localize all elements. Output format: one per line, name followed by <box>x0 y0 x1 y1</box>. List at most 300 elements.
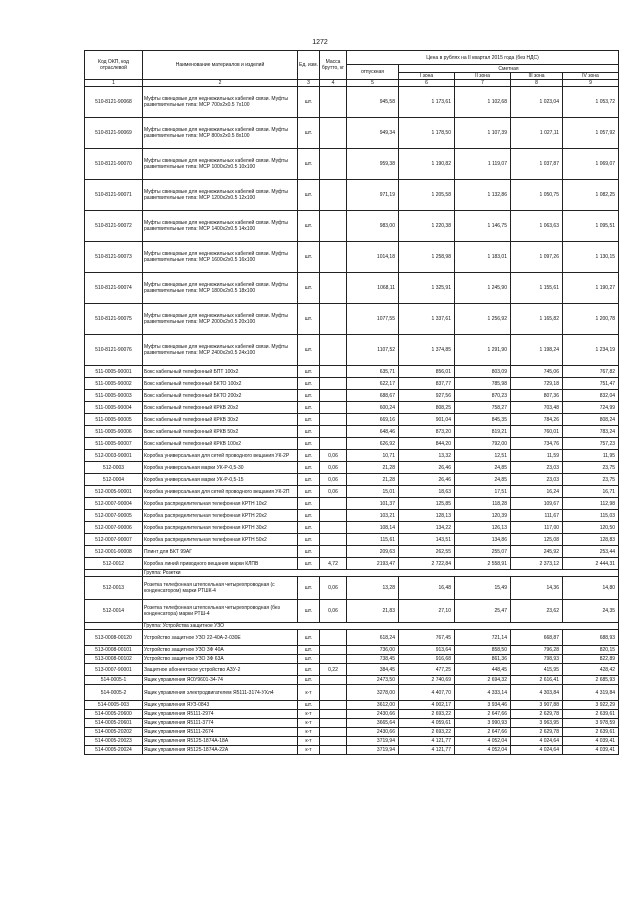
cell-name: Ящик управления Я5111-3774 <box>143 719 298 728</box>
cell-unit: шт. <box>298 522 320 534</box>
cell-unit: шт. <box>298 676 320 685</box>
cell-code: 513-0008-00120 <box>85 630 143 646</box>
cell-mass <box>320 646 347 655</box>
cell-mass <box>320 335 347 366</box>
cell-code: 514-0005-20202 <box>85 728 143 737</box>
table-row <box>85 558 619 570</box>
cell-zone-4-price: 23,75 <box>563 474 619 486</box>
cell-name: Устройство защитное УЗО 3Ф 40А <box>143 646 298 655</box>
cell-code: 513-0007-90001 <box>85 664 143 676</box>
cell-zone-1-price: 16,48 <box>399 577 455 600</box>
cell-code: 514-0005-20023 <box>85 737 143 746</box>
cell-code: 510-8121-90075 <box>85 304 143 335</box>
cell-code: 510-8121-90074 <box>85 273 143 304</box>
table-row <box>85 304 619 335</box>
cell-zone-1-price: 767,45 <box>399 630 455 646</box>
table-row <box>85 710 619 719</box>
header-zone-1: I зона <box>399 73 455 80</box>
cell-unit: к-т <box>298 719 320 728</box>
cell-zone-1-price: 927,56 <box>399 390 455 402</box>
cell-zone-2-price: 255,07 <box>455 546 511 558</box>
cell-zone-3-price: 3 907,88 <box>511 701 563 710</box>
cell-zone-2-price: 2 694,32 <box>455 676 511 685</box>
cell-zone-3-price: 4 024,64 <box>511 746 563 755</box>
column-index: 6 <box>399 80 455 87</box>
header-price-title: Цена в рублях на II квартал 2015 года (без НДС) <box>347 51 619 65</box>
cell-zone-2-price: 870,23 <box>455 390 511 402</box>
cell-name: Коробка универсальная для сетей проводного вещания УК-2Р <box>143 450 298 462</box>
cell-zone-3-price: 1 155,61 <box>511 273 563 304</box>
cell-zone-4-price: 4 319,84 <box>563 685 619 701</box>
cell-mass <box>320 701 347 710</box>
column-index: 9 <box>563 80 619 87</box>
group-code-cell <box>85 623 143 630</box>
cell-release-price: 738,45 <box>347 655 399 664</box>
cell-mass: 0,06 <box>320 486 347 498</box>
cell-mass <box>320 438 347 450</box>
column-index: 4 <box>320 80 347 87</box>
cell-code: 514-0005-1 <box>85 676 143 685</box>
cell-mass <box>320 378 347 390</box>
cell-zone-4-price: 751,47 <box>563 378 619 390</box>
cell-zone-3-price: 109,67 <box>511 498 563 510</box>
cell-zone-2-price: 4 333,14 <box>455 685 511 701</box>
cell-zone-1-price: 2 693,22 <box>399 710 455 719</box>
table-row <box>85 149 619 180</box>
cell-release-price: 618,24 <box>347 630 399 646</box>
cell-name: Муфты свинцовые для неднюжильных кабелей связи. Муфты разветвительные типа: МСР 1400х2х0.5 14х100 <box>143 211 298 242</box>
table-row <box>85 600 619 623</box>
table-row <box>85 746 619 755</box>
cell-zone-3-price: 23,62 <box>511 600 563 623</box>
cell-mass <box>320 522 347 534</box>
cell-mass: 4,72 <box>320 558 347 570</box>
cell-name: Бокс кабельный телефонный БПТ 100х2 <box>143 366 298 378</box>
cell-name: Бокс кабельный телефонный КРКВ 30х2 <box>143 414 298 426</box>
cell-name: Коробка универсальная марки УК-Р-0,5-30 <box>143 462 298 474</box>
cell-mass <box>320 737 347 746</box>
cell-code: 511-0005-90002 <box>85 378 143 390</box>
cell-name: Розетка телефонная штепсельная четырехпроводная (с конденсатором) марки РТШК-4 <box>143 577 298 600</box>
table-row <box>85 577 619 600</box>
cell-zone-3-price: 760,01 <box>511 426 563 438</box>
cell-zone-4-price: 428,42 <box>563 664 619 676</box>
cell-unit: шт. <box>298 498 320 510</box>
cell-zone-3-price: 4 024,64 <box>511 737 563 746</box>
cell-mass: 0,06 <box>320 450 347 462</box>
cell-zone-3-price: 14,36 <box>511 577 563 600</box>
cell-zone-4-price: 1 130,15 <box>563 242 619 273</box>
cell-name: Ящик управления электродвигателем Я5111-3174-УХл4 <box>143 685 298 701</box>
cell-zone-2-price: 17,51 <box>455 486 511 498</box>
cell-code: 512-0014 <box>85 600 143 623</box>
cell-mass <box>320 498 347 510</box>
cell-unit: к-т <box>298 710 320 719</box>
cell-code: 512-0007-90006 <box>85 522 143 534</box>
table-row <box>85 366 619 378</box>
cell-name: Коробка линий приводного вещания марки КЛПВ <box>143 558 298 570</box>
cell-release-price: 3665,64 <box>347 719 399 728</box>
cell-code: 512-0001-90008 <box>85 546 143 558</box>
cell-code: 511-0005-90006 <box>85 426 143 438</box>
cell-name: Муфты свинцовые для неднюжильных кабелей связи. Муфты разветвительные типа: МСР 1800х2х0.5 18х100 <box>143 273 298 304</box>
cell-unit: шт. <box>298 646 320 655</box>
cell-zone-4-price: 724,99 <box>563 402 619 414</box>
cell-release-price: 103,21 <box>347 510 399 522</box>
cell-zone-2-price: 12,51 <box>455 450 511 462</box>
cell-release-price: 688,67 <box>347 390 399 402</box>
cell-unit: шт. <box>298 655 320 664</box>
column-index: 2 <box>143 80 298 87</box>
cell-name: Муфты свинцовые для неднюжильных кабелей связи. Муфты разветвительные типа: МСР 1000х2х0.5 10х100 <box>143 149 298 180</box>
table-row <box>85 180 619 211</box>
cell-zone-3-price: 1 097,26 <box>511 242 563 273</box>
cell-zone-3-price: 23,03 <box>511 474 563 486</box>
cell-zone-1-price: 1 258,98 <box>399 242 455 273</box>
cell-unit: шт. <box>298 118 320 149</box>
cell-zone-2-price: 2 647,66 <box>455 728 511 737</box>
cell-zone-1-price: 4 121,77 <box>399 746 455 755</box>
column-index: 5 <box>347 80 399 87</box>
cell-mass <box>320 211 347 242</box>
header-zone-3: III зона <box>511 73 563 80</box>
cell-zone-1-price: 26,46 <box>399 474 455 486</box>
table-row <box>85 450 619 462</box>
cell-zone-2-price: 3 990,93 <box>455 719 511 728</box>
cell-mass <box>320 534 347 546</box>
cell-zone-4-price: 1 053,72 <box>563 87 619 118</box>
cell-zone-2-price: 803,09 <box>455 366 511 378</box>
cell-zone-1-price: 2 740,69 <box>399 676 455 685</box>
header-zone-4: IV зона <box>563 73 619 80</box>
cell-zone-4-price: 1 095,51 <box>563 211 619 242</box>
cell-mass <box>320 149 347 180</box>
cell-zone-2-price: 819,21 <box>455 426 511 438</box>
cell-release-price: 209,63 <box>347 546 399 558</box>
cell-zone-3-price: 729,18 <box>511 378 563 390</box>
cell-name: Муфты свинцовые для неднюжильных кабелей связи. Муфты разветвительные типа: МСР 2400х2х0.5 24х100 <box>143 335 298 366</box>
cell-zone-4-price: 23,75 <box>563 462 619 474</box>
cell-zone-3-price: 2 629,78 <box>511 710 563 719</box>
cell-zone-1-price: 27,10 <box>399 600 455 623</box>
cell-release-price: 2193,47 <box>347 558 399 570</box>
cell-code: 513-0008-00102 <box>85 655 143 664</box>
cell-release-price: 648,46 <box>347 426 399 438</box>
cell-zone-4-price: 1 200,78 <box>563 304 619 335</box>
cell-zone-2-price: 1 132,86 <box>455 180 511 211</box>
cell-zone-4-price: 4 039,41 <box>563 746 619 755</box>
cell-zone-1-price: 1 178,50 <box>399 118 455 149</box>
cell-zone-4-price: 16,71 <box>563 486 619 498</box>
cell-release-price: 101,37 <box>347 498 399 510</box>
table-row <box>85 498 619 510</box>
cell-release-price: 600,24 <box>347 402 399 414</box>
cell-name: Коробка распределительная телефонная КРТН 20х2 <box>143 510 298 522</box>
cell-zone-1-price: 1 205,58 <box>399 180 455 211</box>
cell-zone-3-price: 4 303,84 <box>511 685 563 701</box>
cell-zone-2-price: 1 146,75 <box>455 211 511 242</box>
cell-zone-1-price: 26,46 <box>399 462 455 474</box>
cell-zone-1-price: 125,85 <box>399 498 455 510</box>
column-index: 1 <box>85 80 143 87</box>
cell-code: 511-0005-90007 <box>85 438 143 450</box>
cell-zone-3-price: 1 063,63 <box>511 211 563 242</box>
table-row <box>85 486 619 498</box>
table-row <box>85 719 619 728</box>
cell-zone-2-price: 721,14 <box>455 630 511 646</box>
cell-zone-4-price: 120,50 <box>563 522 619 534</box>
cell-code: 512-0013 <box>85 577 143 600</box>
cell-zone-1-price: 1 220,38 <box>399 211 455 242</box>
cell-unit: шт. <box>298 664 320 676</box>
cell-release-price: 2473,50 <box>347 676 399 685</box>
cell-release-price: 13,28 <box>347 577 399 600</box>
cell-name: Ящик управления Я5111-2674 <box>143 728 298 737</box>
table-row <box>85 510 619 522</box>
cell-release-price: 1068,11 <box>347 273 399 304</box>
cell-name: Бокс кабельный телефонный КРКВ 100х2 <box>143 438 298 450</box>
cell-unit: шт. <box>298 390 320 402</box>
table-row <box>85 390 619 402</box>
cell-unit: шт. <box>298 510 320 522</box>
cell-unit: шт. <box>298 273 320 304</box>
cell-zone-2-price: 1 245,90 <box>455 273 511 304</box>
table-row <box>85 737 619 746</box>
cell-zone-2-price: 1 256,92 <box>455 304 511 335</box>
cell-zone-2-price: 448,45 <box>455 664 511 676</box>
cell-mass <box>320 390 347 402</box>
cell-zone-3-price: 734,76 <box>511 438 563 450</box>
cell-release-price: 959,38 <box>347 149 399 180</box>
cell-zone-2-price: 785,98 <box>455 378 511 390</box>
cell-zone-1-price: 913,64 <box>399 646 455 655</box>
cell-zone-1-price: 808,25 <box>399 402 455 414</box>
cell-mass <box>320 304 347 335</box>
cell-code: 512-0007-90004 <box>85 498 143 510</box>
cell-zone-3-price: 2 616,41 <box>511 676 563 685</box>
cell-mass <box>320 402 347 414</box>
cell-zone-3-price: 23,03 <box>511 462 563 474</box>
cell-release-price: 115,61 <box>347 534 399 546</box>
cell-name: Муфты свинцовые для неднюжильных кабелей связи. Муфты разветвительные типа: МСР 700х2х0.5 7х100 <box>143 87 298 118</box>
group-row <box>85 570 619 577</box>
cell-zone-4-price: 688,93 <box>563 630 619 646</box>
cell-code: 512-0012 <box>85 558 143 570</box>
cell-zone-2-price: 120,39 <box>455 510 511 522</box>
cell-release-price: 3612,00 <box>347 701 399 710</box>
cell-code: 514-0005-003 <box>85 701 143 710</box>
cell-zone-1-price: 4 121,77 <box>399 737 455 746</box>
cell-zone-2-price: 1 291,90 <box>455 335 511 366</box>
cell-zone-3-price: 1 023,04 <box>511 87 563 118</box>
cell-code: 512-0004 <box>85 474 143 486</box>
cell-code: 512-0003 <box>85 462 143 474</box>
header-unit: Ед. изм. <box>298 51 320 80</box>
cell-zone-2-price: 2 558,91 <box>455 558 511 570</box>
cell-zone-3-price: 245,92 <box>511 546 563 558</box>
cell-unit: шт. <box>298 414 320 426</box>
cell-name: Ящик управления ЯОУ9601-34-74 <box>143 676 298 685</box>
cell-zone-2-price: 24,85 <box>455 474 511 486</box>
group-title: Группа: Розетки <box>143 570 619 577</box>
cell-zone-4-price: 14,80 <box>563 577 619 600</box>
cell-mass: 0,22 <box>320 664 347 676</box>
cell-unit: шт. <box>298 335 320 366</box>
table-row <box>85 87 619 118</box>
header-mass: Масса брутто, кг <box>320 51 347 80</box>
cell-zone-1-price: 262,55 <box>399 546 455 558</box>
cell-unit: к-т <box>298 737 320 746</box>
cell-zone-3-price: 745,06 <box>511 366 563 378</box>
cell-zone-3-price: 1 037,87 <box>511 149 563 180</box>
cell-release-price: 1014,18 <box>347 242 399 273</box>
cell-zone-2-price: 1 102,68 <box>455 87 511 118</box>
cell-zone-1-price: 837,77 <box>399 378 455 390</box>
cell-zone-1-price: 4 059,61 <box>399 719 455 728</box>
cell-zone-3-price: 798,93 <box>511 655 563 664</box>
cell-code: 514-0005-20600 <box>85 710 143 719</box>
cell-zone-2-price: 4 052,04 <box>455 746 511 755</box>
table-row <box>85 438 619 450</box>
cell-zone-2-price: 118,28 <box>455 498 511 510</box>
cell-mass: 0,06 <box>320 462 347 474</box>
cell-mass <box>320 685 347 701</box>
cell-unit: шт. <box>298 149 320 180</box>
cell-release-price: 21,83 <box>347 600 399 623</box>
cell-zone-3-price: 3 963,95 <box>511 719 563 728</box>
cell-release-price: 971,19 <box>347 180 399 211</box>
cell-unit: шт. <box>298 462 320 474</box>
table-row <box>85 676 619 685</box>
cell-zone-1-price: 4 002,17 <box>399 701 455 710</box>
table-row <box>85 402 619 414</box>
table-body <box>85 87 619 755</box>
column-index: 7 <box>455 80 511 87</box>
cell-release-price: 3719,94 <box>347 746 399 755</box>
cell-zone-3-price: 11,59 <box>511 450 563 462</box>
table-row <box>85 474 619 486</box>
cell-zone-1-price: 477,25 <box>399 664 455 676</box>
cell-zone-3-price: 784,26 <box>511 414 563 426</box>
cell-zone-4-price: 1 082,25 <box>563 180 619 211</box>
cell-zone-3-price: 1 027,11 <box>511 118 563 149</box>
table-row <box>85 701 619 710</box>
cell-release-price: 21,28 <box>347 474 399 486</box>
cell-zone-4-price: 832,04 <box>563 390 619 402</box>
cell-name: Ящик управления Я5125-1874А-22А <box>143 746 298 755</box>
cell-zone-3-price: 415,95 <box>511 664 563 676</box>
cell-zone-4-price: 115,03 <box>563 510 619 522</box>
cell-zone-3-price: 668,87 <box>511 630 563 646</box>
cell-zone-4-price: 2 639,61 <box>563 710 619 719</box>
cell-mass <box>320 414 347 426</box>
cell-zone-2-price: 845,35 <box>455 414 511 426</box>
cell-name: Коробка распределительная телефонная КРТН 30х2 <box>143 522 298 534</box>
cell-mass <box>320 676 347 685</box>
cell-zone-2-price: 4 052,04 <box>455 737 511 746</box>
cell-name: Коробка универсальная марки УК-Р-0,5-15 <box>143 474 298 486</box>
table-row <box>85 728 619 737</box>
cell-zone-2-price: 24,85 <box>455 462 511 474</box>
cell-code: 511-0005-90003 <box>85 390 143 402</box>
cell-code: 510-8121-90069 <box>85 118 143 149</box>
cell-code: 511-0005-90001 <box>85 366 143 378</box>
cell-name: Ящик управления ЯУЗ-0843 <box>143 701 298 710</box>
cell-code: 510-8121-90070 <box>85 149 143 180</box>
cell-mass <box>320 118 347 149</box>
cell-mass <box>320 746 347 755</box>
cell-release-price: 983,00 <box>347 211 399 242</box>
cell-zone-4-price: 822,89 <box>563 655 619 664</box>
header-release-price: отпускная <box>347 65 399 80</box>
cell-zone-4-price: 1 069,07 <box>563 149 619 180</box>
cell-unit: шт. <box>298 378 320 390</box>
cell-mass <box>320 546 347 558</box>
group-code-cell <box>85 570 143 577</box>
column-index: 3 <box>298 80 320 87</box>
cell-zone-2-price: 126,13 <box>455 522 511 534</box>
cell-unit: шт. <box>298 486 320 498</box>
cell-release-price: 626,92 <box>347 438 399 450</box>
header-zone-2: II зона <box>455 73 511 80</box>
cell-zone-4-price: 11,95 <box>563 450 619 462</box>
cell-name: Коробка распределительная телефонная КРТН 50х2 <box>143 534 298 546</box>
cell-zone-4-price: 2 685,93 <box>563 676 619 685</box>
cell-unit: шт. <box>298 211 320 242</box>
table-row <box>85 118 619 149</box>
cell-unit: шт. <box>298 366 320 378</box>
cell-name: Бокс кабельный телефонный КРКВ 50х2 <box>143 426 298 438</box>
cell-mass <box>320 273 347 304</box>
cell-release-price: 1077,55 <box>347 304 399 335</box>
cell-zone-3-price: 2 373,12 <box>511 558 563 570</box>
cell-mass <box>320 426 347 438</box>
cell-unit: к-т <box>298 685 320 701</box>
cell-zone-2-price: 1 183,01 <box>455 242 511 273</box>
table-row <box>85 646 619 655</box>
cell-code: 514-0005-20024 <box>85 746 143 755</box>
cell-mass <box>320 710 347 719</box>
cell-release-price: 949,34 <box>347 118 399 149</box>
cell-zone-1-price: 873,20 <box>399 426 455 438</box>
header-estimate-price: Сметная <box>399 65 619 73</box>
table-row <box>85 211 619 242</box>
cell-mass: 0,06 <box>320 474 347 486</box>
cell-zone-3-price: 16,24 <box>511 486 563 498</box>
cell-zone-2-price: 1 119,07 <box>455 149 511 180</box>
cell-zone-2-price: 2 647,66 <box>455 710 511 719</box>
column-index-row <box>85 80 619 87</box>
cell-zone-2-price: 861,36 <box>455 655 511 664</box>
cell-release-price: 2430,66 <box>347 728 399 737</box>
cell-release-price: 21,28 <box>347 462 399 474</box>
cell-zone-4-price: 783,24 <box>563 426 619 438</box>
cell-zone-1-price: 901,04 <box>399 414 455 426</box>
cell-name: Бокс кабельный телефонный БКТО 200х2 <box>143 390 298 402</box>
table-row <box>85 685 619 701</box>
cell-name: Муфты свинцовые для неднюжильных кабелей связи. Муфты разветвительные типа: МСР 2000х2х0.5 20х100 <box>143 304 298 335</box>
cell-zone-3-price: 1 050,75 <box>511 180 563 211</box>
cell-zone-1-price: 134,22 <box>399 522 455 534</box>
cell-zone-4-price: 767,82 <box>563 366 619 378</box>
cell-zone-1-price: 18,63 <box>399 486 455 498</box>
cell-zone-3-price: 125,08 <box>511 534 563 546</box>
cell-zone-1-price: 1 325,91 <box>399 273 455 304</box>
cell-name: Муфты свинцовые для неднюжильных кабелей связи. Муфты разветвительные типа: МСР 1600х2х0.5 16х100 <box>143 242 298 273</box>
cell-zone-4-price: 3 922,29 <box>563 701 619 710</box>
cell-release-price: 108,14 <box>347 522 399 534</box>
cell-zone-4-price: 757,23 <box>563 438 619 450</box>
